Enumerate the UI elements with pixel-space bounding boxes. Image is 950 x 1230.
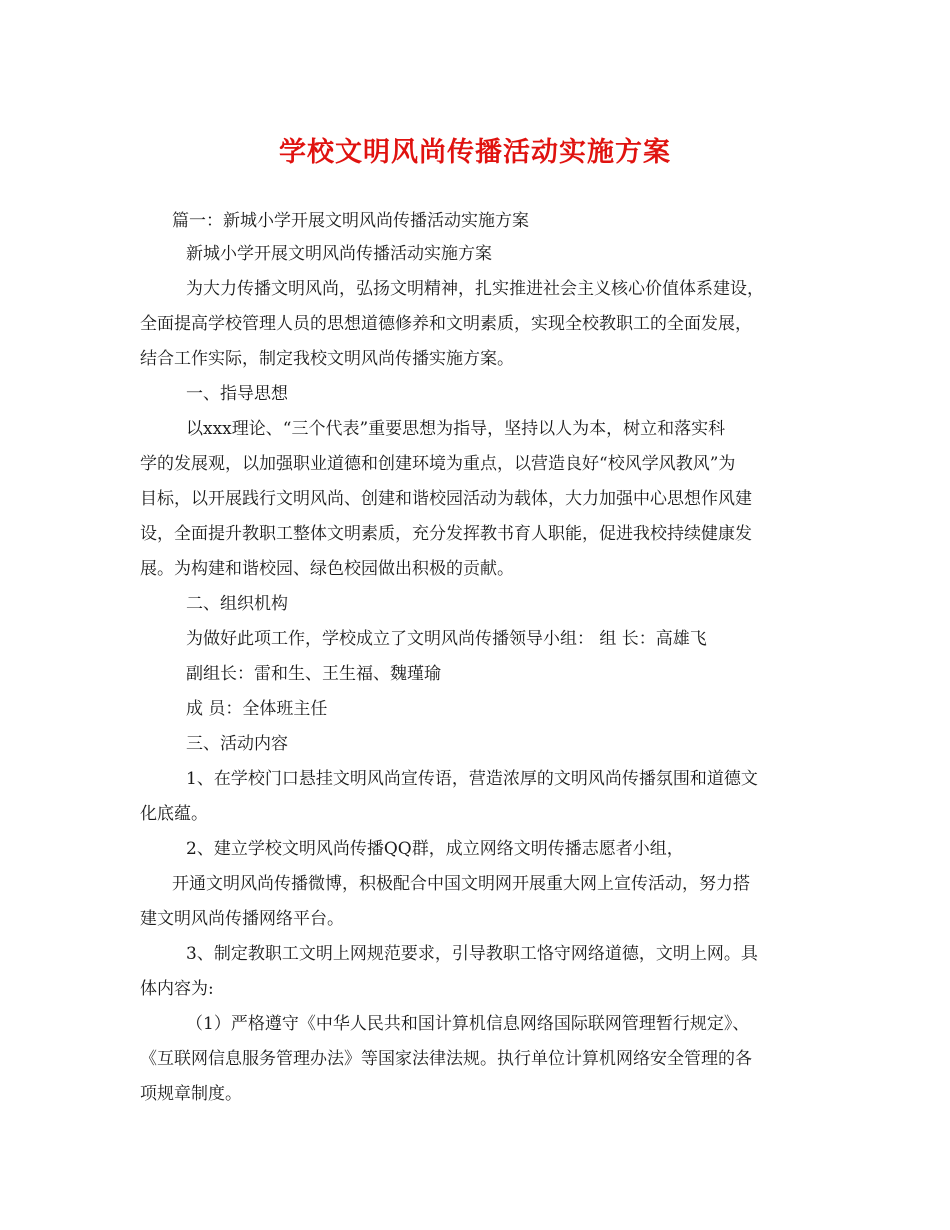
section-heading: 三、活动内容 — [186, 734, 288, 754]
paragraph-line: 结合工作实际，制定我校文明风尚传播实施方案。 — [140, 349, 514, 369]
paragraph-line: 成 员：全体班主任 — [186, 699, 328, 719]
paragraph-line: 为大力传播文明风尚，弘扬文明精神，扎实推进社会主义核心价值体系建设， — [186, 279, 764, 299]
section-heading: 一、指导思想 — [186, 384, 288, 404]
subtitle: 新城小学开展文明风尚传播活动实施方案 — [186, 244, 492, 264]
paragraph-line: 1、在学校门口悬挂文明风尚宣传语，营造浓厚的文明风尚传播氛围和道德文 — [186, 769, 758, 789]
paragraph-line: 建文明风尚传播网络平台。 — [140, 909, 344, 929]
paragraph-line: 设，全面提升教职工整体文明素质，充分发挥教书育人职能，促进我校持续健康发 — [140, 524, 752, 544]
paragraph-line: 3、制定教职工文明上网规范要求，引导教职工恪守网络道德，文明上网。具 — [186, 944, 758, 964]
paragraph-line: 化底蕴。 — [140, 804, 208, 824]
paragraph-line: 为做好此项工作，学校成立了文明风尚传播领导小组： 组 长：高雄飞 — [186, 629, 707, 649]
paragraph-line: 项规章制度。 — [140, 1084, 242, 1104]
paragraph-line: 开通文明风尚传播微博，积极配合中国文明网开展重大网上宣传活动，努力搭 — [172, 874, 750, 894]
paragraph-line: 展。为构建和谐校园、绿色校园做出积极的贡献。 — [140, 559, 514, 579]
paragraph-line: 目标，以开展践行文明风尚、创建和谐校园活动为载体，大力加强中心思想作风建 — [140, 489, 752, 509]
paragraph-line: 《互联网信息服务管理办法》等国家法律法规。执行单位计算机网络安全管理的各 — [140, 1049, 752, 1069]
paragraph-line: 全面提高学校管理人员的思想道德修养和文明素质，实现全校教职工的全面发展， — [140, 314, 752, 334]
paragraph-line: 副组长：雷和生、王生福、魏瑾瑜 — [186, 664, 441, 684]
paragraph-line: 体内容为: — [140, 979, 214, 999]
paragraph-line: 学的发展观，以加强职业道德和创建环境为重点，以营造良好“校风学风教风”为 — [140, 454, 736, 474]
section-heading: 二、组织机构 — [186, 594, 288, 614]
document-title: 学校文明风尚传播活动实施方案 — [279, 137, 671, 168]
paragraph-line: 以xxx理论、“三个代表”重要思想为指导，坚持以人为本，树立和落实科 — [186, 419, 726, 439]
paragraph-line: （1）严格遵守《中华人民共和国计算机信息网络国际联网管理暂行规定》、 — [186, 1014, 750, 1034]
section-heading: 篇一：新城小学开展文明风尚传播活动实施方案 — [172, 211, 529, 231]
paragraph-line: 2、建立学校文明风尚传播QQ群，成立网络文明传播志愿者小组， — [186, 839, 684, 859]
